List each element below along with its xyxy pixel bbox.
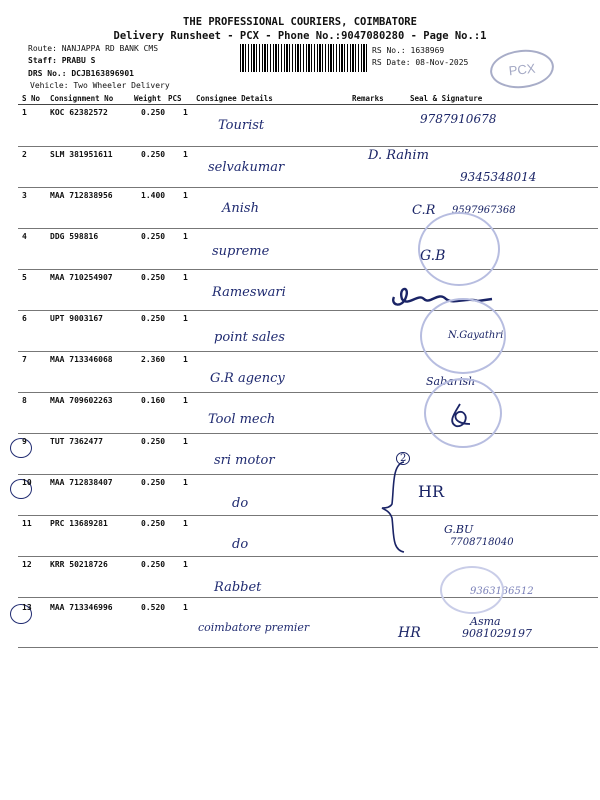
col-pcs: PCS <box>168 94 182 103</box>
row-consignment: KRR 50218726 <box>50 560 108 569</box>
col-seal-signature: Seal & Signature <box>410 94 483 103</box>
table-row <box>0 271 600 311</box>
row-signature: 7708718040 <box>450 537 514 548</box>
row-weight: 1.400 <box>141 191 166 200</box>
row-divider <box>18 269 598 270</box>
row-weight: 2.360 <box>141 355 166 364</box>
row-divider <box>18 515 598 516</box>
seal-stamp <box>440 566 504 614</box>
row-weight: 0.250 <box>141 478 166 487</box>
row-consignment: MAA 712838407 <box>50 478 113 487</box>
row-consignment: DDG 598816 <box>50 232 99 241</box>
row-sno: 8 <box>22 396 27 405</box>
row-pcs: 1 <box>183 396 188 405</box>
col-sno: S No <box>22 94 41 103</box>
row-divider <box>18 647 598 648</box>
row-consignee: G.R agency <box>210 371 285 386</box>
row-sno: 7 <box>22 355 27 364</box>
row-consignment: TUT 7362477 <box>50 437 103 446</box>
row-sno: 11 <box>22 519 32 528</box>
row-weight: 0.250 <box>141 560 166 569</box>
table-row <box>0 435 600 475</box>
row-pcs: 1 <box>183 108 188 117</box>
table-row <box>0 312 600 352</box>
row-consignment: MAA 712838956 <box>50 191 113 200</box>
table-row <box>0 148 600 188</box>
row-signature: Sabarish <box>426 375 476 388</box>
row-consignee: selvakumar <box>208 160 285 175</box>
row-consignment: UPT 9003167 <box>50 314 103 323</box>
row-consignee: Anish <box>222 201 259 216</box>
row-divider <box>18 597 598 598</box>
row-consignee: Tourist <box>218 118 265 133</box>
table-row <box>0 394 600 434</box>
table-row <box>0 230 600 270</box>
row-weight: 0.250 <box>141 150 166 159</box>
row-signature: G.B <box>420 248 446 264</box>
row-signature-name: D. Rahim <box>368 148 429 163</box>
route-line: Route: NANJAPPA RD BANK CMS <box>28 44 159 53</box>
row-divider <box>18 351 598 352</box>
row-sno: 5 <box>22 273 27 282</box>
row-pcs: 1 <box>183 603 188 612</box>
row-signature: 9081029197 <box>462 627 532 640</box>
row-sno: 3 <box>22 191 27 200</box>
row-divider <box>18 433 598 434</box>
row-sno: 12 <box>22 560 32 569</box>
row-divider <box>18 556 598 557</box>
bracket-number: 2 <box>396 452 410 465</box>
seal-stamp <box>418 212 500 286</box>
row-weight: 0.250 <box>141 437 166 446</box>
col-weight: Weight <box>134 94 162 103</box>
row-pcs: 1 <box>183 273 188 282</box>
row-signature-initials: G.BU <box>444 523 474 536</box>
row-signature: 9345348014 <box>460 170 537 184</box>
row-signature: 9363136512 <box>470 586 534 597</box>
row-pcs: 1 <box>183 560 188 569</box>
row-consignment: MAA 709602263 <box>50 396 113 405</box>
row-consignment: MAA 713346996 <box>50 603 113 612</box>
row-pcs: 1 <box>183 437 188 446</box>
drs-line: DRS No.: DCJB163896901 <box>28 69 134 78</box>
table-row <box>0 558 600 598</box>
row-consignee: sri motor <box>214 453 275 468</box>
row-divider <box>18 474 598 475</box>
row-sno: 10 <box>22 478 32 487</box>
row-pcs: 1 <box>183 314 188 323</box>
row-divider <box>18 392 598 393</box>
row-signature: 9597967368 <box>452 205 516 216</box>
row-consignee: supreme <box>212 244 270 259</box>
row-consignee: Tool mech <box>208 412 276 427</box>
document-title: THE PROFESSIONAL COURIERS, COIMBATORE <box>183 16 417 28</box>
row-pcs: 1 <box>183 150 188 159</box>
row-divider <box>18 310 598 311</box>
row-consignment: PRC 13689281 <box>50 519 108 528</box>
row-consignment: SLM 381951611 <box>50 150 113 159</box>
table-row <box>0 476 600 516</box>
row-pcs: 1 <box>183 232 188 241</box>
table-row <box>0 106 600 147</box>
col-remarks: Remarks <box>352 94 384 103</box>
table-row <box>0 599 600 647</box>
row-sno: 13 <box>22 603 32 612</box>
row-weight: 0.250 <box>141 314 166 323</box>
circled-number-mark <box>10 438 32 458</box>
row-consignment: MAA 713346068 <box>50 355 113 364</box>
seal-stamp <box>424 378 502 448</box>
row-consignee: coimbatore premier <box>198 621 310 634</box>
row-consignee: point sales <box>214 330 285 345</box>
row-sno: 2 <box>22 150 27 159</box>
row-divider <box>18 146 598 147</box>
row-sno: 1 <box>22 108 27 117</box>
row-consignment: MAA 710254907 <box>50 273 113 282</box>
row-sno: 4 <box>22 232 27 241</box>
row-signature-initials: C.R <box>412 203 436 218</box>
row-pcs: 1 <box>183 355 188 364</box>
row-weight: 0.520 <box>141 603 166 612</box>
row-pcs: 1 <box>183 191 188 200</box>
table-row <box>0 353 600 393</box>
row-sno: 6 <box>22 314 27 323</box>
row-consignment: KOC 62382572 <box>50 108 108 117</box>
row-weight: 0.250 <box>141 519 166 528</box>
row-divider <box>18 228 598 229</box>
table-row <box>0 517 600 557</box>
rs-date: RS Date: 08-Nov-2025 <box>372 58 469 67</box>
row-divider <box>18 187 598 188</box>
col-consignment: Consignment No <box>50 94 114 103</box>
row-consignee: Rameswari <box>212 285 286 300</box>
row-signature: HR <box>418 482 444 501</box>
row-pcs: 1 <box>183 519 188 528</box>
row-signature: N.Gayathri <box>448 330 504 341</box>
vehicle-line: Vehicle: Two Wheeler Delivery <box>30 81 170 90</box>
row-weight: 0.250 <box>141 273 166 282</box>
col-consignee: Consignee Details <box>196 94 273 103</box>
pcx-stamp-text: PCX <box>507 60 537 78</box>
table-row <box>0 189 600 229</box>
row-sno: 9 <box>22 437 27 446</box>
seal-stamp <box>420 298 506 374</box>
document-subtitle: Delivery Runsheet - PCX - Phone No.:9047080280 - Page No.:1 <box>113 30 487 42</box>
row-signature: 9787910678 <box>420 112 497 126</box>
bracket-mark <box>380 458 410 556</box>
row-consignee: do <box>232 496 249 511</box>
row-consignee: Rabbet <box>214 580 262 595</box>
row-weight: 0.160 <box>141 396 166 405</box>
staff-line: Staff: PRABU S <box>28 56 96 65</box>
rs-number: RS No.: 1638969 <box>372 46 445 55</box>
row-consignee: do <box>232 537 249 552</box>
row-signature-initials: HR <box>398 625 421 641</box>
row-signature-name: Asma <box>470 615 501 628</box>
row-weight: 0.250 <box>141 108 166 117</box>
row-weight: 0.250 <box>141 232 166 241</box>
row-pcs: 1 <box>183 478 188 487</box>
